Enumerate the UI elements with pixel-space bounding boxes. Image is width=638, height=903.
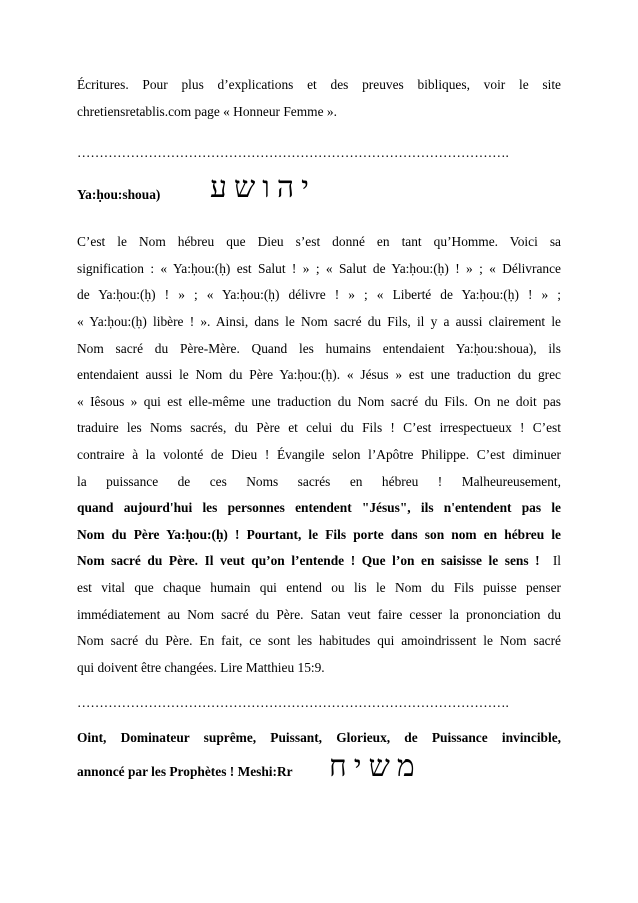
document-page (77, 70, 561, 796)
section1-line: « Iêsous » qui est elle-même une traduction du Nom sacré du Fils. On ne doit pas (77, 393, 561, 409)
section2-heading (77, 748, 561, 796)
section2-line-1: Oint, Dominateur suprême, Puissant, Glorieux, de Puissance invincible, (77, 730, 561, 746)
separator-2: ……………………………………………………………………………………. (77, 695, 509, 711)
section1-line: « Ya:ḥou:(ḥ) libère ! ». Ainsi, dans le Nom sacré du Fils, il y a aussi clairement le (77, 313, 561, 329)
section1-line: signification : « Ya:ḥou:(ḥ) est Salut ! » ; « Salut de Ya:ḥou:(ḥ) ! » ; « Délivrance (77, 260, 561, 276)
section1-line: Nom sacré du Père. En fait, ce sont les habitudes qui amoindrissent le Nom sacré (77, 633, 561, 649)
intro-paragraph (77, 72, 561, 125)
intro-line-2: chretiensretablis.com page « Honneur Femme ». (77, 103, 337, 119)
section2-hebrew-name: משיח (329, 748, 422, 784)
section2-label: annoncé par les Prophètes ! Meshi:Rr (77, 763, 293, 779)
section1-line: qui doivent être changées. Lire Matthieu 15:9. (77, 659, 325, 675)
section1-line: entendaient aussi le Nom du Père Ya:ḥou:(ḥ). « Jésus » est une traduction du grec (77, 367, 561, 383)
section1-line: la puissance de ces Noms sacrés en hébreu ! Malheureusement, (77, 473, 561, 489)
section1-line: Nom sacré du Père-Mère. Quand les humains entendaient Ya:ḥou:shoua), ils (77, 340, 561, 356)
section2-paragraph (77, 725, 561, 752)
section1-line: C’est le Nom hébreu que Dieu s’est donné en tant qu’Homme. Voici sa (77, 234, 561, 250)
intro-line-1: Écritures. Pour plus d’explications et des preuves bibliques, voir le site (77, 77, 561, 92)
section1-bold-line: quand aujourd'hui les personnes entendent "Jésus", ils n'entendent pas le (77, 500, 561, 516)
section1-bold-tail: Il (552, 553, 561, 569)
section1-mixed-line (77, 548, 561, 575)
separator-1: ……………………………………………………………………………………. (77, 145, 509, 161)
section1-label: Ya:ḥou:shoua) (77, 187, 161, 203)
section1-line: traduire les Noms sacrés, du Père et celui du Fils ! C’est irrespectueux ! C’est (77, 420, 561, 436)
section1-paragraph (77, 229, 561, 681)
section1-line: immédiatement au Nom sacré du Père. Satan veut faire cesser la prononciation du (77, 606, 561, 622)
section1-line: est vital que chaque humain qui entend ou lis le Nom du Fils puisse penser (77, 579, 561, 595)
section1-hebrew-name: יהושע (210, 170, 317, 206)
section1-bold-line: Nom du Père Ya:ḥou:(ḥ) ! Pourtant, le Fils porte dans son nom en hébreu le (77, 526, 561, 542)
section1-bold-line: Nom sacré du Père. Il veut qu’on l’entende ! Que l’on en saisisse le sens ! (77, 553, 540, 569)
section1-line: de Ya:ḥou:(ḥ) ! » ; « Ya:ḥou:(ḥ) délivre ! » ; « Liberté de Ya:ḥou:(ḥ) ! » ; (77, 287, 561, 303)
section1-heading (77, 170, 561, 217)
section1-line: contraire à la volonté de Dieu ! Évangile selon l’Apôtre Philippe. C’est diminuer (77, 446, 561, 462)
